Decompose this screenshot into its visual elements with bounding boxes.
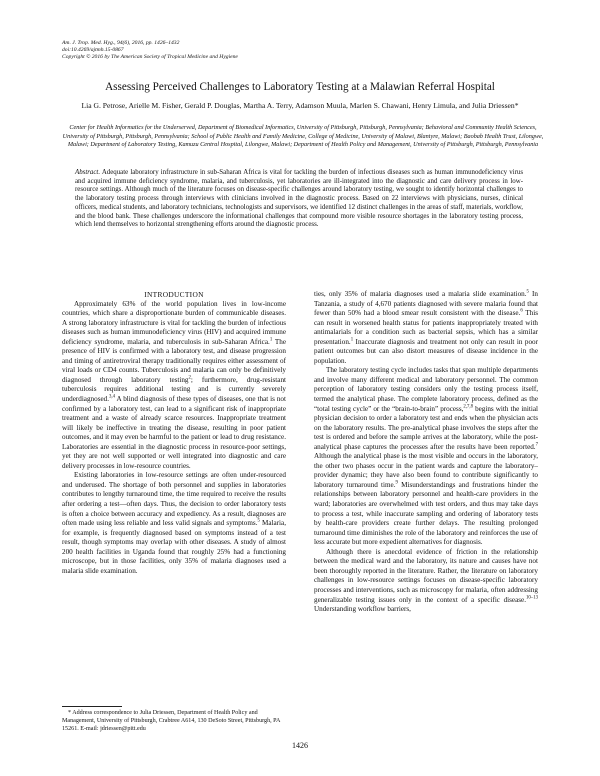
ref-superscript: 6 <box>520 308 523 314</box>
right-column <box>314 290 538 615</box>
text-span: Inaccurate diagnosis and treatment not only can result in poor patient outcomes but can also distort measures of disease incidence in the population. <box>314 337 538 365</box>
text-span: ties, only 35% of malaria diagnoses used a malaria slide examination. <box>314 290 527 298</box>
text-span: In Tanzania, a study of 4,670 patients diagnosed with severe malaria found that fewer than 50% had a blood smear result consistent with the disease. <box>314 290 538 318</box>
article-title: Assessing Perceived Challenges to Laboratory Testing at a Malawian Referral Hospital <box>105 81 495 93</box>
anecdotal-evidence-paragraph <box>314 548 538 615</box>
section-heading-introduction: INTRODUCTION <box>144 290 204 299</box>
ref-superscript: 7 <box>535 442 538 448</box>
ref-superscript: 1 <box>350 337 354 343</box>
ref-superscript: 5 <box>526 289 529 295</box>
left-column <box>62 290 286 576</box>
copyright-line: Copyright © 2016 by The American Society of Tropical Medicine and Hygiene <box>62 53 238 60</box>
ref-superscript: 5 <box>257 518 260 524</box>
footnote-divider <box>62 706 122 707</box>
ref-superscript: 10–13 <box>526 595 538 601</box>
text-span: begins with the initial physician decision to order a laboratory test and ends when the physician acts on the laboratory results. The pre-analytical phase involves the steps after the test is ordered and before the sample arrives at the laboratory, while the post-analytical phase captures the processes after the results have been reported. <box>314 404 538 451</box>
intro-paragraph-1 <box>62 300 286 472</box>
ref-superscript: 9 <box>395 480 398 486</box>
text-span: Approximately 63% of the world population lives in low-income countries, which share a disproportionate burden of communicable diseases. A strong laboratory infrastructure is vital for tackling the burden of infectious diseases such as human immunodeficiency virus (HIV) and acquired immune deficiency syndrome, malaria, and tuberculosis in sub-Saharan Africa. <box>62 299 286 346</box>
testing-cycle-paragraph <box>314 366 538 547</box>
correspondence-footnote: * Address correspondence to Julia Driessen, Department of Health Policy and Management, University of Pittsburgh, Crabtree A614, 130 DeSoto Street, Pittsburgh, PA 15261. E-mail: jdriessen@pitt.edu <box>62 710 281 732</box>
text-span: The presence of HIV is confirmed with a laboratory test, and disease progression and timing of antiretroviral therapy traditionally requires either assessment of viral loads or CD4 counts. Tuberculosis and malaria can only be definitively diagnosed through laboratory testing <box>62 337 286 384</box>
ref-superscript: 2 <box>188 375 191 381</box>
text-span: A blind diagnosis of these types of diseases, one that is not confirmed by a laboratory test, can lead to a significant risk of inappropriate treatment and a waste of already scarce resources. Inappropriate treatment will likely be ineffective in treating the disease, resulting in poor patient outcomes, and it may even be harmful to the patient or lead to drug resistance. Laboratories are essential in the diagnostic process in resource-poor settings, yet they are not well supported or well integrated into diagnostic and care delivery processes in low-resource countries. <box>62 395 286 470</box>
doi-line: doi:10.4269/ajtmh.15-0867 <box>62 46 124 53</box>
text-span: The laboratory testing cycle includes tasks that span multiple departments and involve many different medical and laboratory personnel. The common perception of laboratory testing considers only the testing process itself, termed the analytical phase. The complete laboratory process, defined as the “total testing cycle” or the “brain-to-brain” process, <box>314 366 538 413</box>
abstract <box>75 169 523 230</box>
abstract-label: Abstract. <box>75 169 101 176</box>
text-span: Although the analytical phase is the most visible and occurs in the laboratory, the other two phases occur in the patient wards and capture the laboratory–provider dynamic; they have also been found to contribute significantly to laboratory turnaround time. <box>314 452 538 489</box>
text-span: This can result in worsened health status for patients inappropriately treated with antimalarials for a condition such as bacterial sepsis, which has a similar presentation. <box>314 309 538 346</box>
ref-superscript: 1 <box>269 337 273 343</box>
ref-superscript: 2,7,8 <box>463 404 473 410</box>
abstract-text: Adequate laboratory infrastructure in sub-Saharan Africa is vital for tackling the burden of infectious diseases such as human immunodeficiency virus and acquired immune deficiency syndrome, malaria, and tuberculosis, yet laboratories are ill-integrated into the diagnostic and care delivery process in low-resource settings. Although much of the literature focuses on disease-specific challenges around laboratory testing, we sought to identify horizontal challenges to the laboratory testing process through interviews with clinicians involved in the diagnostic process. Based on 22 interviews with physicians, nurses, clinical officers, medical students, and laboratory technicians, technologists and supervisors, we identified 12 distinct challenges in the areas of staff, materials, workflow, and the blood bank. These challenges underscore the informational challenges that compound more visible resource shortages in the laboratory testing process, which lend themselves to horizontal strengthening efforts around the diagnostic process. <box>75 169 524 229</box>
citation-line: Am. J. Trop. Med. Hyg., 94(6), 2016, pp. 1426–1432 <box>62 40 180 46</box>
text-span: Although there is anecdotal evidence of friction in the relationship between the medical ward and the laboratory, its nature and causes have not been thoroughly reported in the literature. Rather, the literature on laboratory challenges in low-resource settings focuses on disease-specific laboratory processes and interventions, such as microscopy for malaria, often addressing generalizable testing issues only in the context of a specific disease. <box>314 547 538 604</box>
page-number: 1426 <box>292 741 308 750</box>
continued-paragraph <box>314 290 538 366</box>
text-span: Existing laboratories in low-resource settings are often under-resourced and underused. The shortage of both personnel and supplies in laboratories contributes to lengthy turnaround time, the time required to receive the results after ordering a test—often days. Thus, the decision to order laboratory tests is often a choice between accuracy and expediency. As a result, diagnoses are often made using less reliable and less valid signals and symptoms. <box>62 471 286 528</box>
text-span: ; furthermore, drug-resistant tuberculosis requires additional testing and is currently severely underdiagnosed. <box>62 375 287 404</box>
text-span: Malaria, for example, is frequently diagnosed based on symptoms instead of a test result, though symptoms may overlap with other diseases. A study of almost 200 health facilities in Uganda found that roughly 25% had a functioning microscope, but in those facilities, only 35% of malaria diagnoses used a malaria slide examination. <box>62 519 286 575</box>
affiliations: Center for Health Informatics for the Underserved, Department of Biomedical Informatics, University of Pittsburgh, Pittsburgh, Pennsylvania; Behavioral and Community Health Sciences, University of Pittsburgh, Pittsburgh, Pennsylvania; School of Public Health and Family Medicine, College of Medicine, University of Malawi, Blantyre, Malawi; Baobab Health Trust, Lilongwe, Malawi; Department of Laboratory Testing, Kamuzu Central Hospital, Lilongwe, Malawi; Department of Health Policy and Management, University of Pittsburgh, Pittsburgh, Pennsylvania <box>62 124 544 149</box>
author-list: Lia G. Petrose, Arielle M. Fisher, Gerald P. Douglas, Martha A. Terry, Adamson Muula, Marlen S. Chawani, Henry Limula, and Julia Driessen* <box>81 101 519 110</box>
journal-masthead <box>62 40 238 61</box>
ref-superscript: 3,4 <box>109 394 115 400</box>
intro-paragraph-2 <box>62 471 286 576</box>
text-span: Misunderstandings and frustrations hinder the relationships between laboratory personnel and health-care providers in the ward; laboratories are overwhelmed with test orders, and thus may take days to process a test, while inaccurate sampling and ordering of laboratory tests by health-care providers create further delays. The resulting prolonged turnaround time diminishes the role of the laboratory and reinforces the use of less accurate but more expedient alternatives for diagnosis. <box>314 480 538 547</box>
text-span: Understanding workflow barriers, <box>314 605 411 614</box>
